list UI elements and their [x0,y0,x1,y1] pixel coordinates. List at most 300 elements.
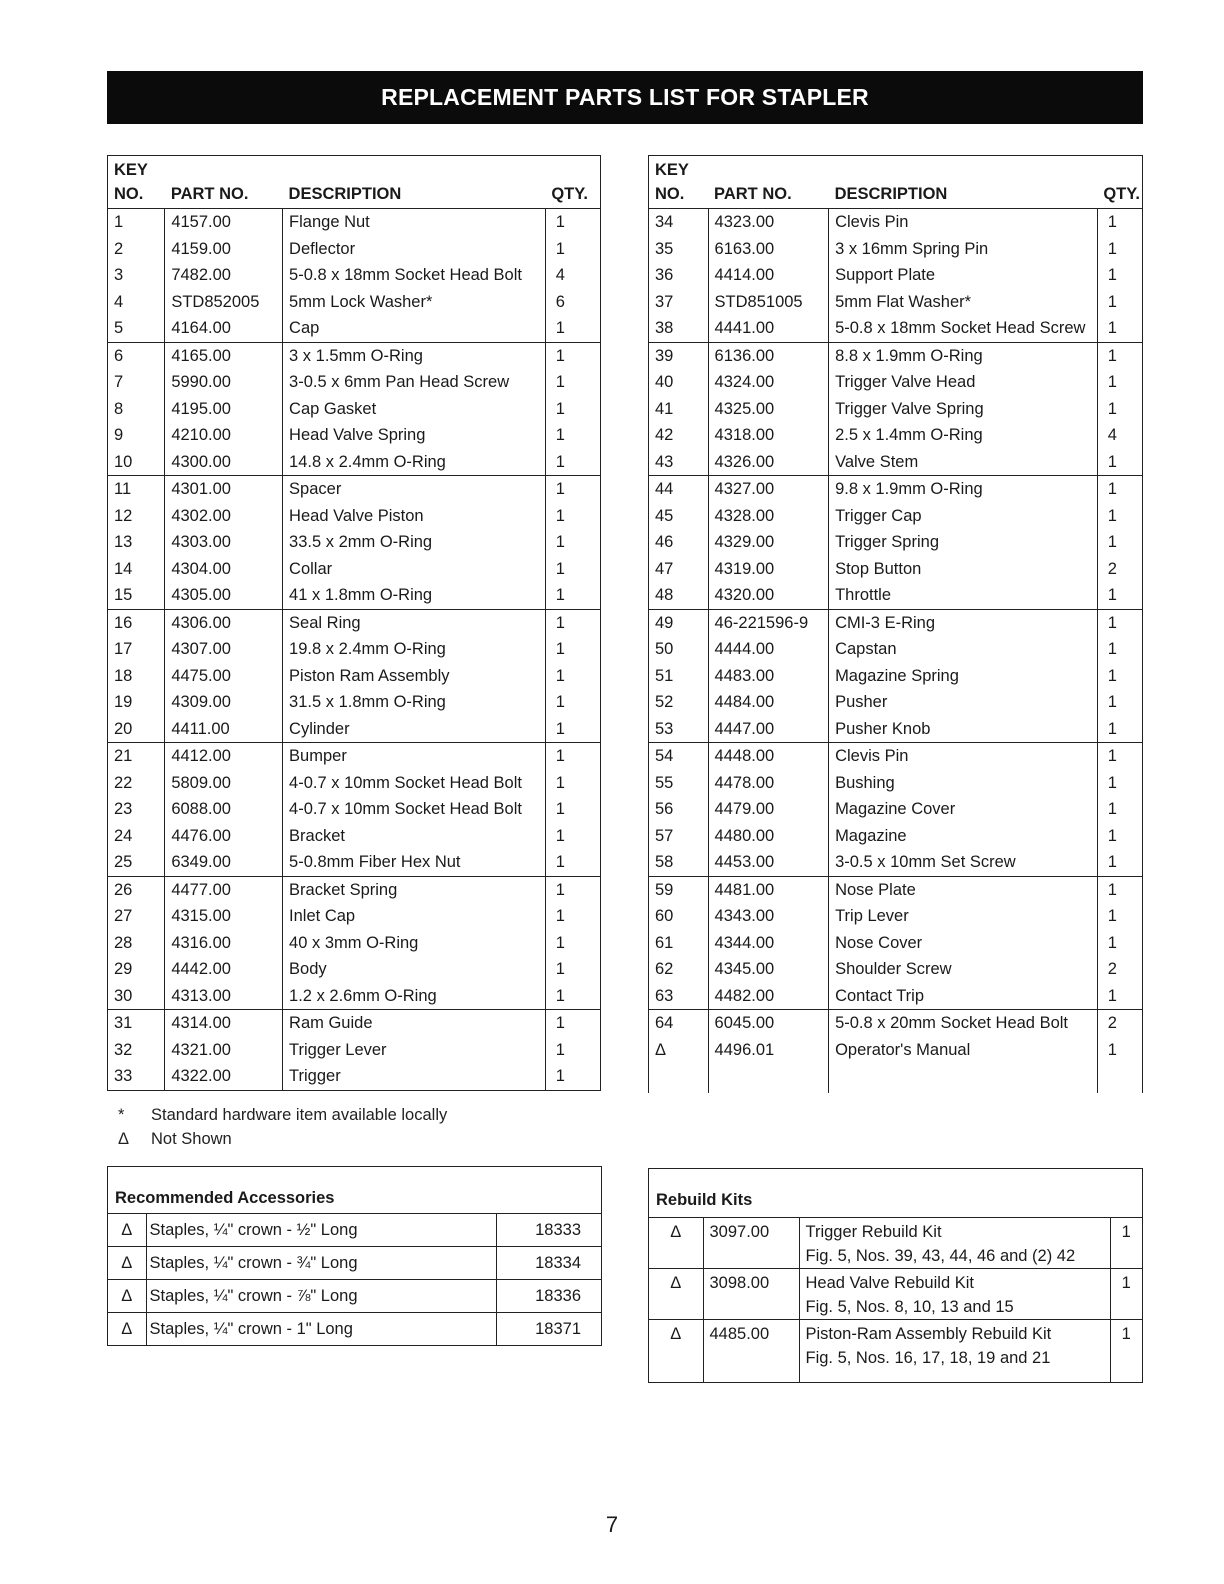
part-number-cell: 4303.00 [165,529,283,556]
key-no-header: NO. [649,180,709,209]
table-row [649,983,1143,1010]
quantity-cell: 1 [545,236,600,263]
part-number-cell: 4345.00 [708,956,829,983]
key-number-cell: 5 [114,319,124,338]
table-row [108,396,601,423]
part-number-cell: 4323.00 [708,209,829,236]
accessory-description: Staples, ¼" crown - ½" Long [146,1214,496,1247]
table-row [649,903,1143,930]
description-cell: Magazine [829,823,1098,850]
table-row [649,743,1143,770]
description-cell: 8.8 x 1.9mm O-Ring [829,342,1098,369]
table-row [649,609,1143,636]
description-cell: 40 x 3mm O-Ring [283,930,546,957]
key-number-cell: 17 [114,640,133,659]
key-number-cell: 11 [108,476,165,503]
description-cell: Throttle [829,582,1098,609]
description-cell: Valve Stem [829,449,1098,476]
description-cell: CMI-3 E-Ring [829,609,1098,636]
part-number-cell: 4320.00 [708,582,829,609]
key-number-cell: 60 [655,907,674,926]
description-cell: Capstan [829,636,1098,663]
quantity-cell: 1 [1097,396,1142,423]
key-number-cell: 41 [655,399,674,418]
description-cell: Cap Gasket [283,396,546,423]
table-row [649,476,1143,503]
kit-name: Head Valve Rebuild Kit [805,1274,974,1292]
table-row [108,609,601,636]
quantity-cell: 4 [1097,422,1142,449]
key-number-cell: 14 [114,559,133,578]
key-number-cell: 29 [114,960,133,979]
table-row [108,503,601,530]
key-number-cell: 37 [655,292,674,311]
table-row [649,396,1143,423]
part-number-cell: 6136.00 [708,342,829,369]
description-cell: Trigger Valve Head [829,369,1098,396]
quantity-cell: 1 [1097,849,1142,876]
key-number-cell: 38 [655,319,674,338]
part-number-cell: 4414.00 [708,262,829,289]
part-no-header: PART NO. [165,180,283,209]
part-number-cell: 4318.00 [708,422,829,449]
accessory-description: Staples, ¼" crown - 1" Long [146,1313,496,1346]
kit-part-number: 4485.00 [703,1320,799,1383]
table-row [108,369,601,396]
accessory-description: Staples, ¼" crown - ¾" Long [146,1247,496,1280]
quantity-cell: 2 [1097,556,1142,583]
quantity-cell: 1 [1097,582,1142,609]
description-cell: Cylinder [283,716,546,743]
description-cell: Trigger Cap [829,503,1098,530]
quantity-cell: 1 [1097,743,1142,770]
description-cell: Bushing [829,770,1098,797]
table-row [108,262,601,289]
description-cell: Head Valve Spring [283,422,546,449]
description-cell: 5mm Lock Washer* [283,289,546,316]
part-number-cell: 4479.00 [708,796,829,823]
quantity-cell: 1 [545,636,600,663]
key-number-cell: 46 [655,533,674,552]
description-cell: 4-0.7 x 10mm Socket Head Bolt [283,796,546,823]
quantity-cell: 1 [1097,636,1142,663]
key-number-cell: 59 [649,876,709,903]
kit-name: Piston-Ram Assembly Rebuild Kit [805,1325,1052,1343]
description-cell: 5-0.8mm Fiber Hex Nut [283,849,546,876]
quantity-cell: 1 [545,823,600,850]
quantity-cell: 1 [545,209,600,236]
description-cell: 3 x 1.5mm O-Ring [283,342,546,369]
rebuild-kits-title: Rebuild Kits [656,1191,753,1209]
table-row [649,369,1143,396]
accessory-row [108,1280,601,1313]
rebuild-kit-row [649,1320,1142,1383]
part-number-cell: 4304.00 [165,556,283,583]
table-row [649,449,1143,476]
part-number-cell: 4305.00 [165,582,283,609]
part-number-cell: 4321.00 [165,1037,283,1064]
part-number-cell: 4313.00 [165,983,283,1010]
quantity-cell: 1 [545,315,600,342]
key-number-cell: 25 [114,853,133,872]
footnote-text: Standard hardware item available locally [151,1106,448,1124]
rebuild-kits-box [648,1168,1143,1383]
quantity-cell: 1 [545,876,600,903]
kit-part-number: 3098.00 [703,1269,799,1320]
part-number-cell: 4164.00 [165,315,283,342]
recommended-accessories-box [107,1166,602,1346]
table-row [649,262,1143,289]
table-row [649,342,1143,369]
part-number-cell: 4307.00 [165,636,283,663]
part-number-cell: 4448.00 [708,743,829,770]
description-cell: 5mm Flat Washer* [829,289,1098,316]
part-number-cell: 4325.00 [708,396,829,423]
kit-description-cell [799,1218,1110,1269]
description-cell: Clevis Pin [829,209,1098,236]
quantity-cell: 1 [545,663,600,690]
description-cell: 3-0.5 x 6mm Pan Head Screw [283,369,546,396]
table-row [649,422,1143,449]
table-row [649,209,1143,236]
kit-quantity: 1 [1110,1218,1142,1269]
table-row [108,663,601,690]
key-number-cell: 20 [114,719,133,738]
quantity-cell: 1 [545,422,600,449]
quantity-cell: 1 [1097,903,1142,930]
table-row [108,689,601,716]
table-row [649,582,1143,609]
key-number-cell: 35 [655,239,674,258]
table-row [108,556,601,583]
qty-header: QTY. [545,180,600,209]
table-row [649,636,1143,663]
part-number-cell: 4159.00 [165,236,283,263]
delta-symbol: Δ [649,1269,703,1320]
quantity-cell: 1 [1097,209,1142,236]
description-cell: Trigger Lever [283,1037,546,1064]
table-row [108,823,601,850]
table-row [649,956,1143,983]
part-number-cell: 7482.00 [165,262,283,289]
part-number-cell: 4411.00 [165,716,283,743]
description-cell: Bracket [283,823,546,850]
description-cell: Trigger [283,1063,546,1090]
key-number-cell: 7 [114,373,124,392]
accessory-number: 18336 [496,1280,601,1313]
part-number-cell: 4496.01 [708,1037,829,1064]
part-number-cell: 6163.00 [708,236,829,263]
part-number-cell: 4316.00 [165,930,283,957]
part-number-cell: 6088.00 [165,796,283,823]
quantity-cell: 1 [1097,529,1142,556]
table-row [108,1063,601,1090]
part-number-cell: 4476.00 [165,823,283,850]
part-number-cell: STD851005 [708,289,829,316]
table-row [649,663,1143,690]
key-number-cell: 52 [655,693,674,712]
quantity-cell: 1 [1097,716,1142,743]
delta-symbol: Δ [108,1214,146,1247]
delta-symbol: Δ [649,1218,703,1269]
quantity-cell: 1 [1097,369,1142,396]
key-number-cell: 15 [114,586,133,605]
page-number: 7 [605,1512,619,1537]
description-cell: Trigger Spring [829,529,1098,556]
key-number-cell: 62 [655,960,674,979]
key-number-cell: 51 [655,666,674,685]
key-number-cell: 8 [114,399,124,418]
description-cell: Bracket Spring [283,876,546,903]
part-number-cell: 4344.00 [708,930,829,957]
accessory-row [108,1313,601,1346]
kit-quantity: 1 [1110,1320,1142,1383]
key-number-cell: 50 [655,640,674,659]
quantity-cell: 1 [1097,823,1142,850]
part-no-header: PART NO. [708,180,829,209]
description-cell: Seal Ring [283,609,546,636]
table-row [649,930,1143,957]
key-number-cell: 18 [114,666,133,685]
description-cell: 2.5 x 1.4mm O-Ring [829,422,1098,449]
key-number-cell: Δ [655,1040,667,1059]
key-number-cell: 39 [649,342,709,369]
key-number-cell: 24 [114,826,133,845]
key-number-cell: 23 [114,800,133,819]
quantity-cell: 1 [1097,983,1142,1010]
key-number-cell: 31 [108,1010,165,1037]
key-number-cell: 47 [655,559,674,578]
quantity-cell: 1 [1097,876,1142,903]
description-cell: Stop Button [829,556,1098,583]
part-number-cell: 6045.00 [708,1010,829,1037]
quantity-cell: 1 [1097,236,1142,263]
description-cell: 3 x 16mm Spring Pin [829,236,1098,263]
quantity-cell: 1 [545,1037,600,1064]
table-row [649,503,1143,530]
table-row [108,903,601,930]
asterisk-symbol: * [118,1106,125,1124]
key-number-cell: 2 [114,239,124,258]
key-header: KEY [655,161,689,179]
table-row [108,289,601,316]
description-cell: Trigger Valve Spring [829,396,1098,423]
part-number-cell: 4329.00 [708,529,829,556]
footnote-text: Not Shown [151,1130,232,1148]
table-row [649,289,1143,316]
empty-cell [708,1063,829,1093]
key-number-cell: 58 [655,853,674,872]
table-row [108,636,601,663]
table-row [108,983,601,1010]
description-cell: 31.5 x 1.8mm O-Ring [283,689,546,716]
part-number-cell: 4475.00 [165,663,283,690]
accessory-number: 18334 [496,1247,601,1280]
part-number-cell: 4478.00 [708,770,829,797]
key-number-cell: 3 [114,266,124,285]
part-number-cell: 4314.00 [165,1010,283,1037]
description-cell: 4-0.7 x 10mm Socket Head Bolt [283,770,546,797]
table-row [108,876,601,903]
table-row [649,849,1143,876]
key-number-cell: 56 [655,800,674,819]
description-cell: Magazine Spring [829,663,1098,690]
rebuild-kits-table [649,1217,1142,1382]
key-number-cell: 12 [114,506,133,525]
description-cell: Trip Lever [829,903,1098,930]
description-cell: Nose Cover [829,930,1098,957]
quantity-cell: 1 [1097,663,1142,690]
description-cell: Cap [283,315,546,342]
qty-header: QTY. [1097,180,1142,209]
quantity-cell: 1 [545,903,600,930]
quantity-cell: 1 [545,689,600,716]
quantity-cell: 1 [545,1010,600,1037]
description-cell: 5-0.8 x 20mm Socket Head Bolt [829,1010,1098,1037]
part-number-cell: 4412.00 [165,743,283,770]
part-number-cell: 4343.00 [708,903,829,930]
table-row [108,209,601,236]
part-number-cell: 4195.00 [165,396,283,423]
page-title: REPLACEMENT PARTS LIST FOR STAPLER [107,71,1143,124]
table-row [108,930,601,957]
table-row [108,743,601,770]
key-number-cell: 44 [649,476,709,503]
description-cell: Flange Nut [283,209,546,236]
quantity-cell: 1 [1097,609,1142,636]
table-row [108,236,601,263]
part-number-cell: 4484.00 [708,689,829,716]
kit-detail: Fig. 5, Nos. 39, 43, 44, 46 and (2) 42 [805,1247,1076,1265]
quantity-cell: 1 [545,956,600,983]
part-number-cell: 4441.00 [708,315,829,342]
key-number-cell: 19 [114,693,133,712]
quantity-cell: 1 [1097,1037,1142,1064]
part-number-cell: STD852005 [165,289,283,316]
key-number-cell: 13 [114,533,133,552]
key-number-cell: 64 [649,1010,709,1037]
part-number-cell: 4309.00 [165,689,283,716]
quantity-cell: 1 [545,716,600,743]
quantity-cell: 1 [1097,315,1142,342]
key-no-header: NO. [108,180,165,209]
table-row [108,449,601,476]
accessories-table [108,1213,601,1345]
description-cell: Clevis Pin [829,743,1098,770]
quantity-cell: 2 [1097,1010,1142,1037]
key-number-cell: 26 [108,876,165,903]
quantity-cell: 1 [545,369,600,396]
table-row [108,1037,601,1064]
delta-symbol: Δ [108,1313,146,1346]
kit-detail: Fig. 5, Nos. 8, 10, 13 and 15 [805,1298,1014,1316]
key-number-cell: 63 [655,986,674,1005]
table-row [108,796,601,823]
table-row [649,770,1143,797]
description-cell: Head Valve Piston [283,503,546,530]
delta-symbol: Δ [118,1130,130,1148]
description-cell: 1.2 x 2.6mm O-Ring [283,983,546,1010]
quantity-cell: 1 [545,1063,600,1090]
part-number-cell: 4157.00 [165,209,283,236]
quantity-cell: 1 [1097,689,1142,716]
description-cell: 3-0.5 x 10mm Set Screw [829,849,1098,876]
description-cell: Pusher Knob [829,716,1098,743]
table-row [108,422,601,449]
part-number-cell: 4442.00 [165,956,283,983]
part-number-cell: 4447.00 [708,716,829,743]
table-row [649,689,1143,716]
description-cell: Bumper [283,743,546,770]
part-number-cell: 4327.00 [708,476,829,503]
description-cell: Pusher [829,689,1098,716]
table-row [108,770,601,797]
table-row [108,476,601,503]
accessory-number: 18371 [496,1313,601,1346]
key-number-cell: 30 [114,986,133,1005]
quantity-cell: 1 [545,930,600,957]
key-number-cell: 22 [114,773,133,792]
key-number-cell: 6 [108,342,165,369]
table-row [108,716,601,743]
table-row [649,315,1143,342]
quantity-cell: 1 [1097,930,1142,957]
part-number-cell: 4481.00 [708,876,829,903]
key-number-cell: 4 [114,292,124,311]
table-row [108,1010,601,1037]
kit-detail: Fig. 5, Nos. 16, 17, 18, 19 and 21 [805,1349,1051,1367]
quantity-cell: 1 [1097,342,1142,369]
table-row [649,823,1143,850]
key-number-cell: 9 [114,426,124,445]
table-row [649,556,1143,583]
kit-name: Trigger Rebuild Kit [805,1223,942,1241]
table-row [649,529,1143,556]
key-header: KEY [114,161,148,179]
key-number-cell: 54 [649,743,709,770]
key-number-cell: 28 [114,933,133,952]
part-number-cell: 4324.00 [708,369,829,396]
quantity-cell: 1 [545,983,600,1010]
footnote [118,1127,447,1151]
quantity-cell: 4 [545,262,600,289]
part-number-cell: 4328.00 [708,503,829,530]
table-row [108,342,601,369]
description-cell: Contact Trip [829,983,1098,1010]
rebuild-kit-row [649,1269,1142,1320]
description-cell: Nose Plate [829,876,1098,903]
quantity-cell: 1 [1097,796,1142,823]
part-number-cell: 4315.00 [165,903,283,930]
quantity-cell: 1 [545,449,600,476]
description-cell: Operator's Manual [829,1037,1098,1064]
description-cell: Piston Ram Assembly [283,663,546,690]
quantity-cell: 1 [545,582,600,609]
kit-description-cell [799,1320,1110,1383]
table-row [649,796,1143,823]
quantity-cell: 1 [545,609,600,636]
quantity-cell: 1 [1097,503,1142,530]
description-cell: Deflector [283,236,546,263]
quantity-cell: 6 [545,289,600,316]
part-number-cell: 4480.00 [708,823,829,850]
key-number-cell: 27 [114,907,133,926]
key-number-cell: 53 [655,719,674,738]
description-cell: 41 x 1.8mm O-Ring [283,582,546,609]
part-number-cell: 4306.00 [165,609,283,636]
table-row [649,1037,1143,1064]
part-number-cell: 4300.00 [165,449,283,476]
